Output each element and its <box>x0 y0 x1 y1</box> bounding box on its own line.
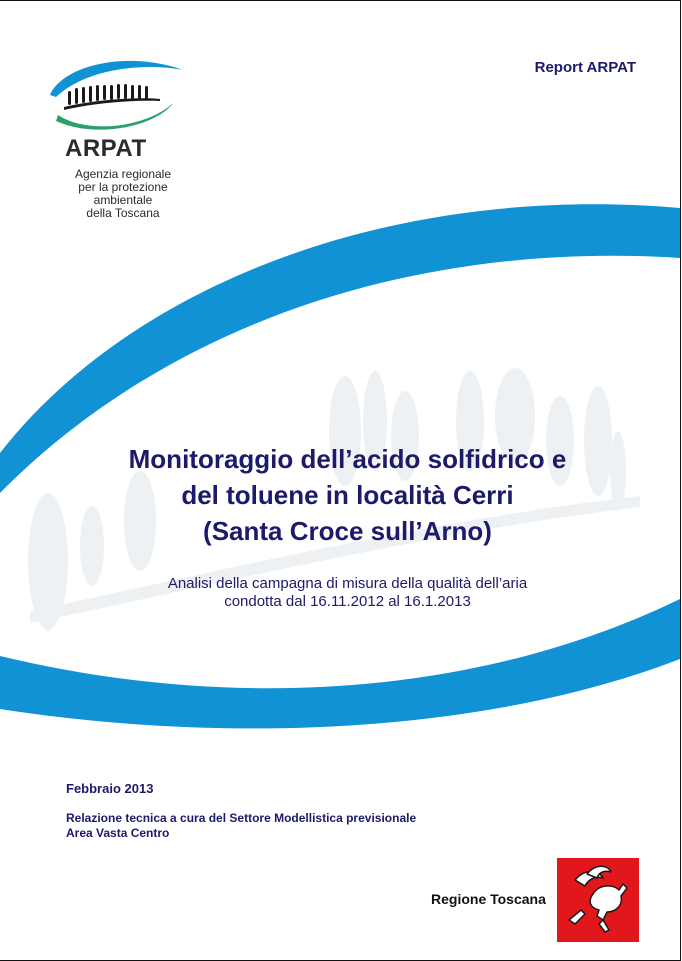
title-line: (Santa Croce sull’Arno) <box>203 516 492 546</box>
logo-name: ARPAT <box>65 135 147 162</box>
title-line: del toluene in località Cerri <box>181 480 514 510</box>
pegasus-icon <box>557 858 639 942</box>
region-name: Regione Toscana <box>431 891 546 907</box>
report-credits <box>66 811 416 841</box>
report-date: Febbraio 2013 <box>66 781 154 796</box>
region-logo <box>557 858 639 942</box>
arpat-logo <box>48 55 208 220</box>
subtitle-line: condotta dal 16.11.2012 al 16.1.2013 <box>224 593 471 610</box>
arpat-logo-icon <box>48 55 188 135</box>
logo-tagline-line: della Toscana <box>86 206 160 220</box>
logo-tagline <box>48 168 198 220</box>
bottom-swoosh <box>0 599 680 728</box>
credits-line: Area Vasta Centro <box>66 826 170 840</box>
title-line: Monitoraggio dell’acido solfidrico e <box>128 444 567 474</box>
logo-tagline-line: per la protezione ambientale <box>78 180 168 207</box>
subtitle-line: Analisi della campagna di misura della qualità dell’aria <box>167 575 528 592</box>
logo-tagline-line: Agenzia regionale <box>74 167 172 181</box>
report-label: Report ARPAT <box>534 59 636 76</box>
credits-line: Relazione tecnica a cura del Settore Modellistica previsionale <box>66 811 417 825</box>
report-subtitle <box>60 575 635 611</box>
report-title <box>60 441 635 549</box>
